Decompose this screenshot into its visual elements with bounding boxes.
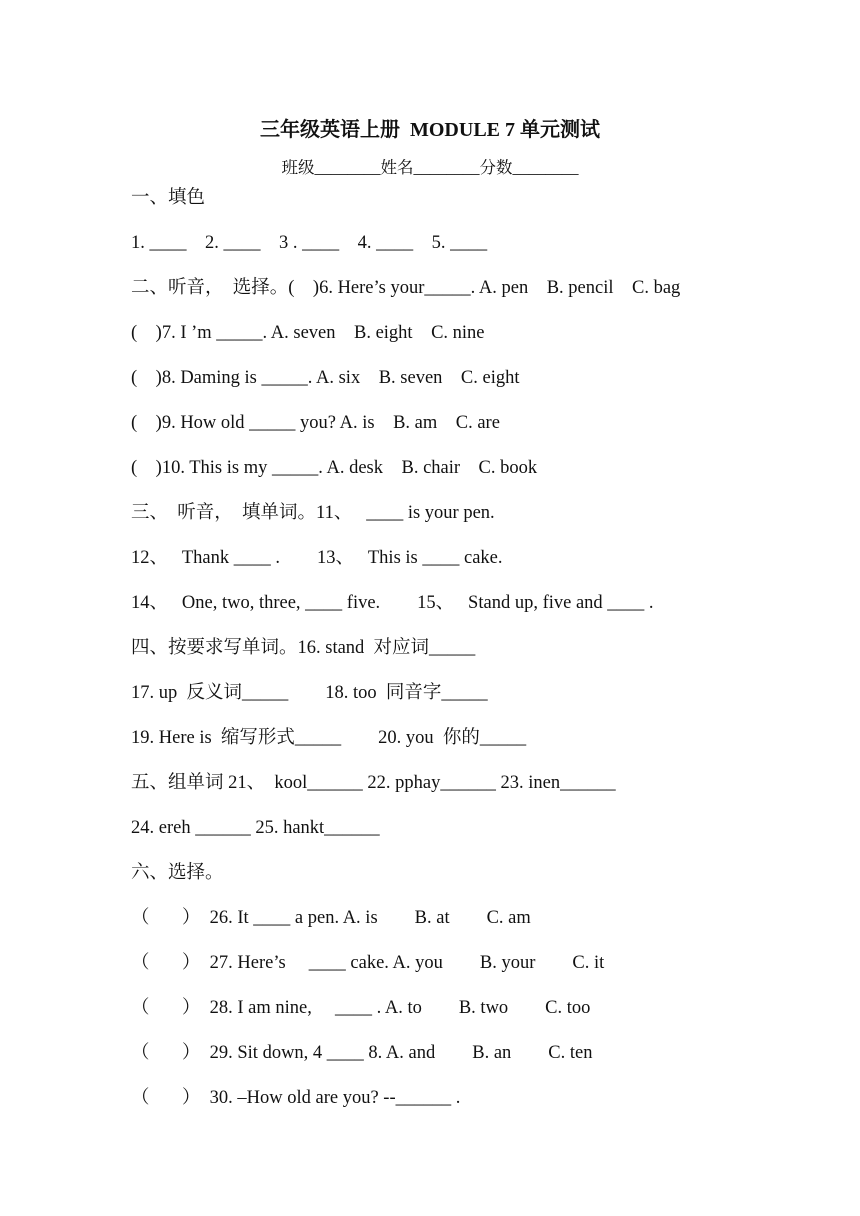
question-line: ( )7. I ’m _____. A. seven B. eight C. nine	[131, 323, 485, 343]
question-line: ( )10. This is my _____. A. desk B. chair C. book	[131, 458, 538, 478]
section-1-heading: 一、填色	[131, 188, 206, 208]
question-line: 17. up 反义词_____ 18. too 同音字_____	[131, 683, 488, 703]
page-title: 三年级英语上册 MODULE 7 单元测试	[260, 119, 600, 141]
question-line: 19. Here is 缩写形式_____ 20. you 你的_____	[131, 728, 527, 748]
question-line: 24. ereh ______ 25. hankt______	[131, 818, 380, 838]
section-6-heading: 六、选择。	[131, 863, 224, 883]
question-line: ( )8. Daming is _____. A. six B. seven C. eight	[131, 368, 520, 388]
section-5-heading: 五、组单词 21、 kool______ 22. pphay______ 23. inen______	[131, 773, 616, 793]
section-2-heading: 二、听音， 选择。( )6. Here’s your_____. A. pen B. pencil C. bag	[131, 278, 681, 298]
question-line: 14、 One, two, three, ____ five. 15、 Stand up, five and ____ .	[131, 593, 654, 613]
question-line: （ ） 30. –How old are you? --______ .	[131, 1088, 461, 1108]
question-line: （ ） 26. It ____ a pen. A. is B. at C. am	[131, 908, 531, 928]
section-4-heading: 四、按要求写单词。16. stand 对应词_____	[131, 638, 476, 658]
question-line: 12、 Thank ____ . 13、 This is ____ cake.	[131, 548, 503, 568]
student-info-line: 班级________姓名________分数________	[281, 158, 579, 177]
question-line: ( )9. How old _____ you? A. is B. am C. are	[131, 413, 500, 433]
section-3-heading: 三、 听音， 填单词。11、 ____ is your pen.	[131, 503, 495, 523]
question-line: 1. ____ 2. ____ 3 . ____ 4. ____ 5. ____	[131, 233, 488, 253]
question-line: （ ） 28. I am nine, ____ . A. to B. two C. too	[131, 998, 591, 1018]
question-line: （ ） 27. Here’s ____ cake. A. you B. your C. it	[131, 953, 605, 973]
question-line: （ ） 29. Sit down, 4 ____ 8. A. and B. an C. ten	[131, 1043, 593, 1063]
